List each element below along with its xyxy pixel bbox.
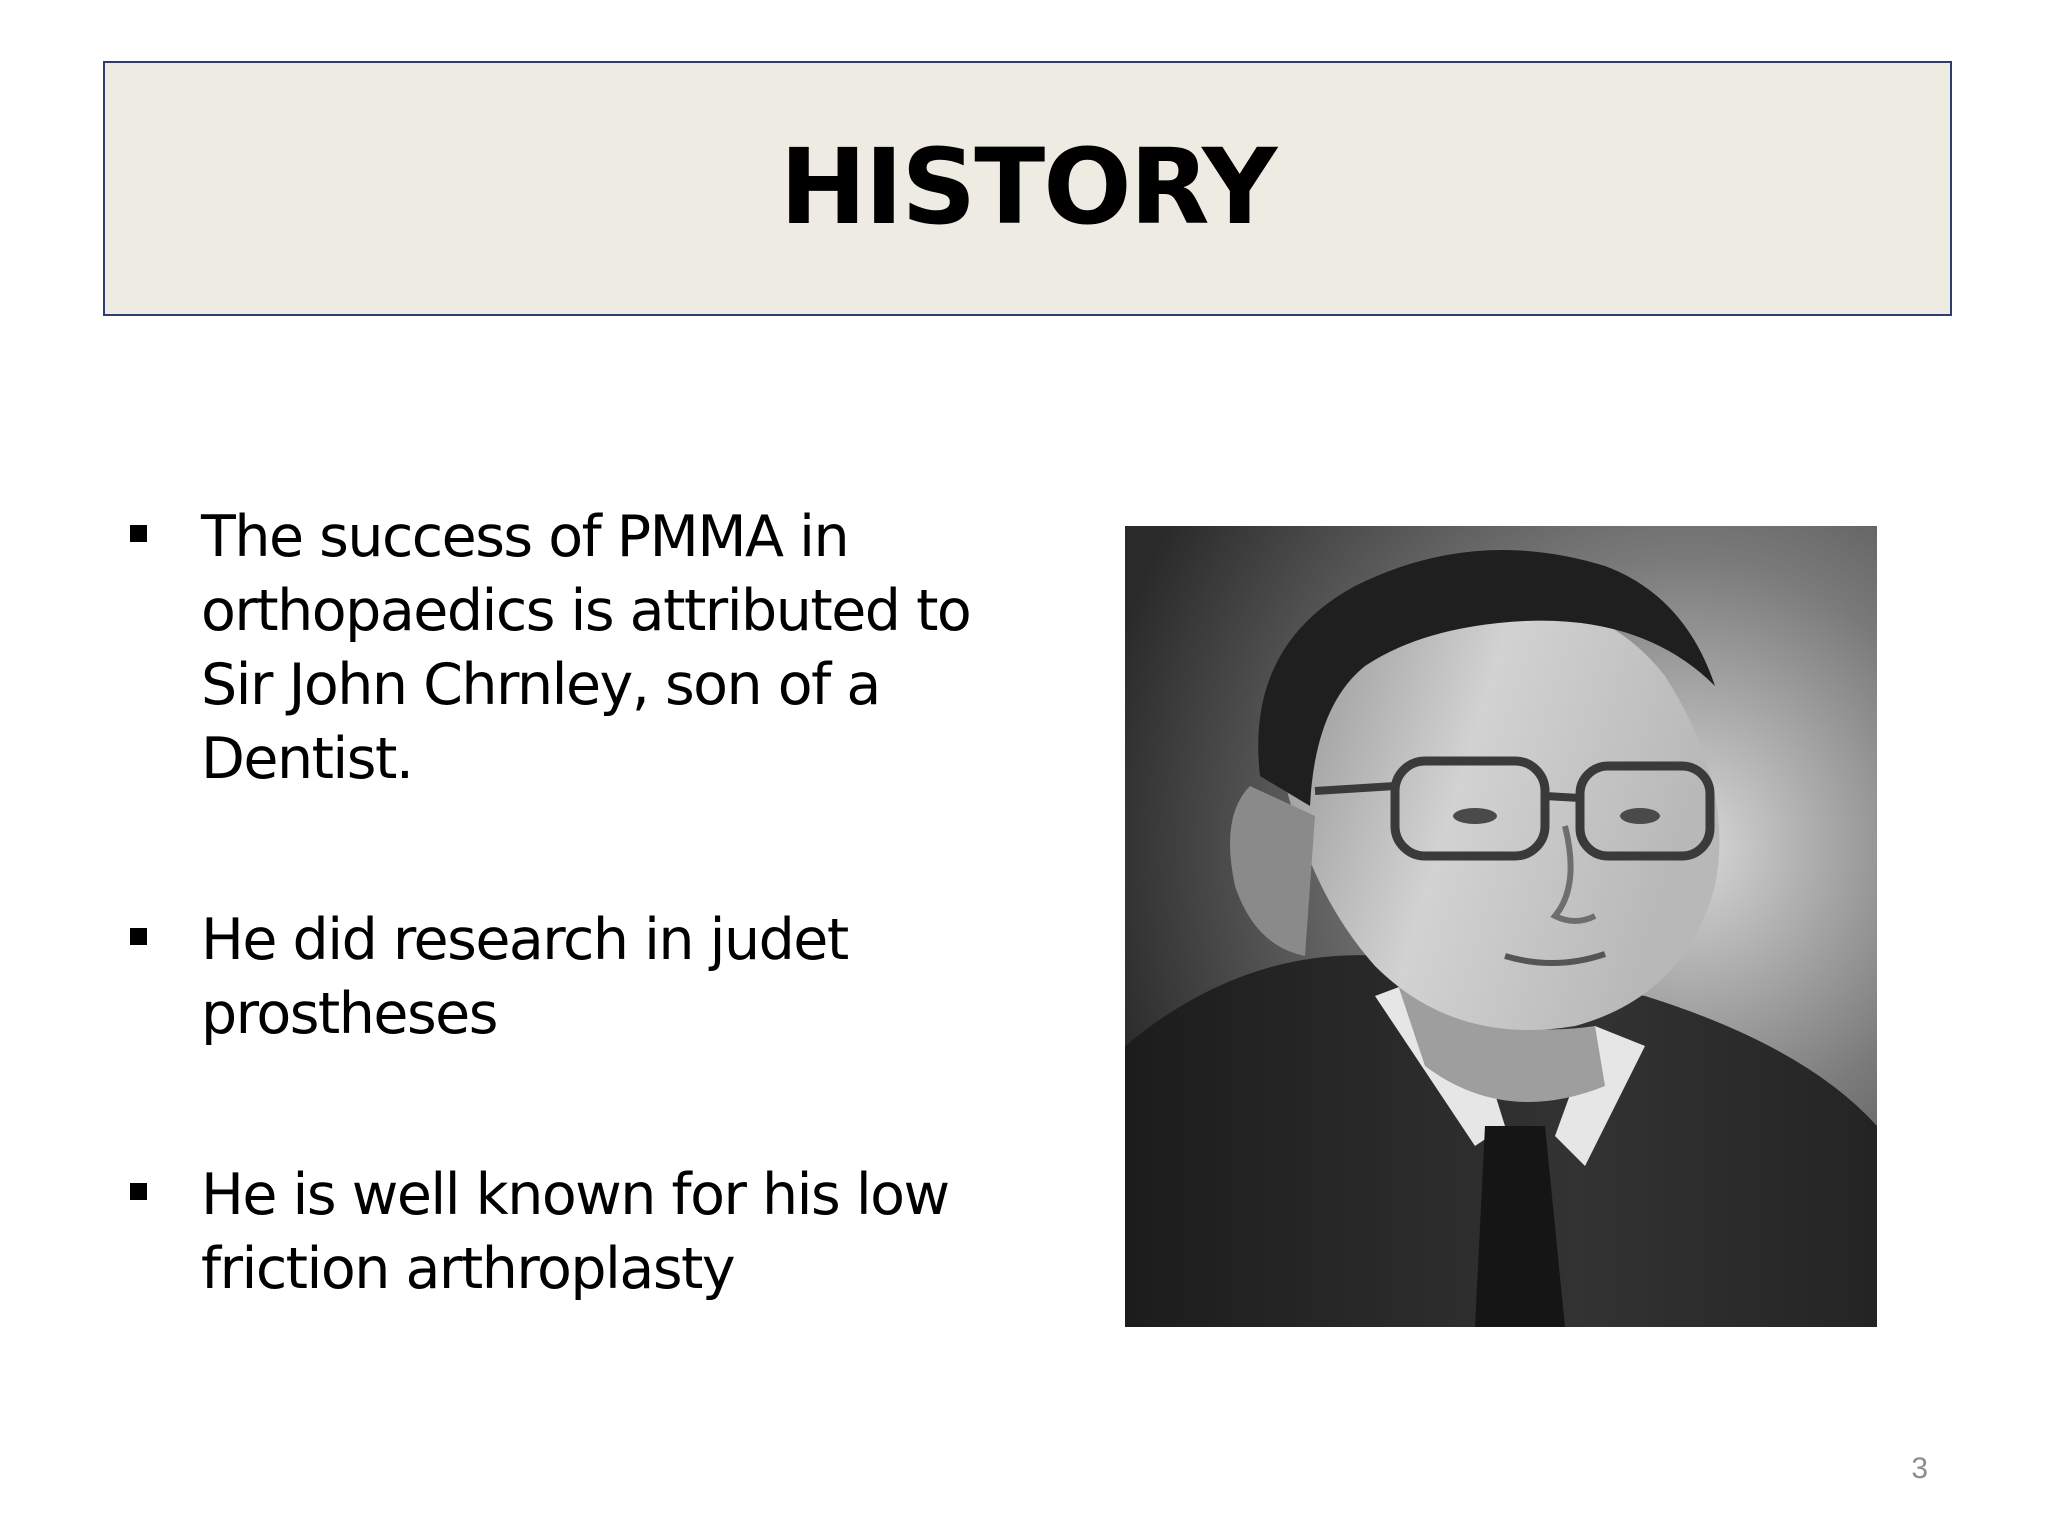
square-bullet-icon [130, 928, 147, 945]
portrait-illustration [1125, 526, 1877, 1327]
bullet-text: He did research in judet prostheses [201, 907, 848, 1047]
bullet-item [120, 903, 1020, 1051]
page-number: 3 [1911, 1452, 1928, 1485]
slide-title: HISTORY [779, 125, 1276, 248]
bullet-list [120, 500, 1020, 1306]
bullet-item [120, 1158, 1020, 1306]
bullet-text: He is well known for his low friction arthroplasty [201, 1162, 949, 1302]
bullet-text: The success of PMMA in orthopaedics is attributed to Sir John Chrnley, son of a Dentist. [201, 504, 971, 792]
portrait-photo [1125, 526, 1877, 1327]
title-box [103, 61, 1952, 316]
square-bullet-icon [130, 525, 147, 542]
bullet-item [120, 500, 1020, 796]
square-bullet-icon [130, 1183, 147, 1200]
